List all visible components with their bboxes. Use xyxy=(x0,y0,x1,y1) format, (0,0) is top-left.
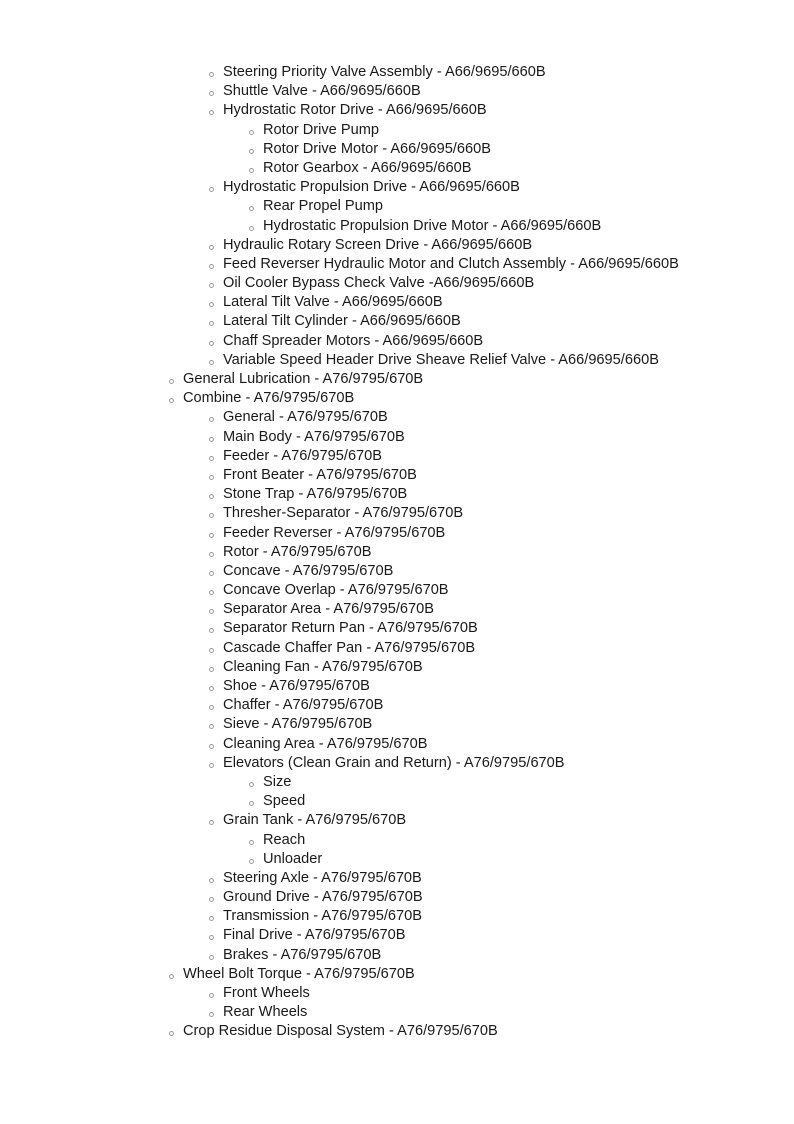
outline-item-level-2 xyxy=(0,274,794,293)
outline-item-text: Ground Drive - A76/9795/670B xyxy=(223,889,423,906)
outline-item-text: Wheel Bolt Torque - A76/9795/670B xyxy=(183,965,415,982)
hollow-bullet-icon xyxy=(209,533,214,538)
outline-item-text: Brakes - A76/9795/670B xyxy=(223,946,382,963)
hollow-bullet-icon xyxy=(249,149,254,154)
outline-item-level-1 xyxy=(0,1022,794,1041)
outline-item-text: Concave - A76/9795/670B xyxy=(223,562,394,579)
outline-item-text: Lateral Tilt Valve - A66/9695/660B xyxy=(223,294,443,311)
hollow-bullet-icon xyxy=(209,245,214,250)
outline-item-level-2 xyxy=(0,485,794,504)
outline-item-text: Chaff Spreader Motors - A66/9695/660B xyxy=(223,332,484,349)
outline-item-text: Elevators (Clean Grain and Return) - A76/9795/670B xyxy=(223,754,565,771)
outline-item-text: Stone Trap - A76/9795/670B xyxy=(223,486,408,503)
outline-item-text: General Lubrication - A76/9795/670B xyxy=(183,371,424,387)
outline-item-text: Hydraulic Rotary Screen Drive - A66/9695/660B xyxy=(223,236,533,253)
hollow-bullet-icon xyxy=(169,398,174,403)
hollow-bullet-icon xyxy=(209,935,214,940)
outline-item-text: Chaffer - A76/9795/670B xyxy=(223,697,384,714)
outline-item-text: Combine - A76/9795/670B xyxy=(183,390,355,407)
hollow-bullet-icon xyxy=(209,264,214,269)
hollow-bullet-icon xyxy=(209,993,214,998)
hollow-bullet-icon xyxy=(249,206,254,211)
outline-item-level-3 xyxy=(0,140,794,159)
outline-item-text: Rear Propel Pump xyxy=(263,198,384,215)
outline-item-level-2 xyxy=(0,984,794,1003)
hollow-bullet-icon xyxy=(249,840,254,845)
outline-item-text: Rotor Gearbox - A66/9695/660B xyxy=(263,159,472,176)
outline-item-level-2 xyxy=(0,332,794,351)
outline-item-text: Separator Return Pan - A76/9795/670B xyxy=(223,620,478,637)
hollow-bullet-icon xyxy=(209,609,214,614)
outline-item-level-2 xyxy=(0,504,794,523)
outline-item-level-2 xyxy=(0,658,794,677)
outline-item-text: Main Body - A76/9795/670B xyxy=(223,428,405,445)
outline-item-level-2 xyxy=(0,524,794,543)
hollow-bullet-icon xyxy=(209,571,214,576)
outline-item-level-2 xyxy=(0,754,794,773)
outline-item-level-2 xyxy=(0,428,794,447)
hollow-bullet-icon xyxy=(209,475,214,480)
document-outline xyxy=(0,63,794,1042)
hollow-bullet-icon xyxy=(249,130,254,135)
hollow-bullet-icon xyxy=(209,628,214,633)
outline-item-text: Cleaning Area - A76/9795/670B xyxy=(223,735,428,752)
hollow-bullet-icon xyxy=(209,494,214,499)
outline-item-level-3 xyxy=(0,121,794,140)
outline-item-level-1 xyxy=(0,965,794,984)
outline-item-text: Feeder Reverser - A76/9795/670B xyxy=(223,524,446,541)
hollow-bullet-icon xyxy=(209,878,214,883)
outline-item-text: Feed Reverser Hydraulic Motor and Clutch Assembly - A66/9695/660B xyxy=(223,255,679,272)
outline-item-text: Crop Residue Disposal System - A76/9795/670B xyxy=(183,1023,498,1040)
hollow-bullet-icon xyxy=(169,379,174,384)
outline-item-level-1 xyxy=(0,370,794,389)
outline-item-text: Steering Axle - A76/9795/670B xyxy=(223,869,422,886)
outline-item-level-2 xyxy=(0,600,794,619)
outline-item-text: Feeder - A76/9795/670B xyxy=(223,447,383,464)
hollow-bullet-icon xyxy=(209,513,214,518)
outline-item-text: Rotor Drive Motor - A66/9695/660B xyxy=(263,140,491,157)
outline-item-text: Hydrostatic Propulsion Drive - A66/9695/660B xyxy=(223,179,520,196)
outline-item-level-2 xyxy=(0,926,794,945)
outline-item-level-2 xyxy=(0,447,794,466)
outline-item-level-3 xyxy=(0,197,794,216)
outline-item-level-2 xyxy=(0,255,794,274)
outline-item-level-2 xyxy=(0,869,794,888)
outline-item-text: Hydrostatic Propulsion Drive Motor - A66/9695/660B xyxy=(263,217,602,234)
outline-item-text: Grain Tank - A76/9795/670B xyxy=(223,812,407,829)
hollow-bullet-icon xyxy=(209,648,214,653)
outline-item-level-2 xyxy=(0,735,794,754)
outline-item-text: Size xyxy=(263,773,292,790)
outline-item-text: Thresher-Separator - A76/9795/670B xyxy=(223,505,464,522)
outline-item-level-2 xyxy=(0,562,794,581)
outline-item-level-2 xyxy=(0,351,794,370)
hollow-bullet-icon xyxy=(209,91,214,96)
outline-item-level-3 xyxy=(0,792,794,811)
outline-item-text: Speed xyxy=(263,793,306,810)
hollow-bullet-icon xyxy=(209,744,214,749)
outline-item-text: Cascade Chaffer Pan - A76/9795/670B xyxy=(223,639,476,656)
outline-item-level-2 xyxy=(0,466,794,485)
hollow-bullet-icon xyxy=(249,782,254,787)
hollow-bullet-icon xyxy=(169,974,174,979)
outline-item-text: Unloader xyxy=(263,850,323,867)
outline-item-level-2 xyxy=(0,715,794,734)
outline-item-level-2 xyxy=(0,236,794,255)
hollow-bullet-icon xyxy=(209,552,214,557)
outline-item-text: Concave Overlap - A76/9795/670B xyxy=(223,582,449,599)
outline-item-level-2 xyxy=(0,408,794,427)
hollow-bullet-icon xyxy=(249,859,254,864)
hollow-bullet-icon xyxy=(209,705,214,710)
hollow-bullet-icon xyxy=(209,820,214,825)
outline-item-level-2 xyxy=(0,677,794,696)
outline-item-level-2 xyxy=(0,63,794,82)
outline-item-level-2 xyxy=(0,312,794,331)
outline-item-text: Oil Cooler Bypass Check Valve -A66/9695/660B xyxy=(223,275,535,292)
outline-item-text: Lateral Tilt Cylinder - A66/9695/660B xyxy=(223,313,461,330)
outline-item-text: Rotor Drive Pump xyxy=(263,121,379,138)
outline-item-text: Shoe - A76/9795/670B xyxy=(223,678,370,694)
hollow-bullet-icon xyxy=(209,686,214,691)
outline-item-level-2 xyxy=(0,543,794,562)
outline-item-text: Separator Area - A76/9795/670B xyxy=(223,601,434,618)
hollow-bullet-icon xyxy=(209,417,214,422)
hollow-bullet-icon xyxy=(209,283,214,288)
hollow-bullet-icon xyxy=(169,1031,174,1036)
hollow-bullet-icon xyxy=(209,590,214,595)
hollow-bullet-icon xyxy=(209,897,214,902)
outline-item-level-2 xyxy=(0,907,794,926)
hollow-bullet-icon xyxy=(209,437,214,442)
hollow-bullet-icon xyxy=(209,916,214,921)
outline-item-level-2 xyxy=(0,811,794,830)
hollow-bullet-icon xyxy=(209,321,214,326)
outline-item-level-2 xyxy=(0,101,794,120)
outline-item-text: Hydrostatic Rotor Drive - A66/9695/660B xyxy=(223,102,487,119)
hollow-bullet-icon xyxy=(249,226,254,231)
outline-item-level-3 xyxy=(0,217,794,236)
outline-item-level-2 xyxy=(0,639,794,658)
outline-item-text: Cleaning Fan - A76/9795/670B xyxy=(223,658,423,675)
hollow-bullet-icon xyxy=(209,763,214,768)
outline-item-level-2 xyxy=(0,293,794,312)
outline-item-text: Steering Priority Valve Assembly - A66/9695/660B xyxy=(223,64,546,80)
outline-item-text: Reach xyxy=(263,831,306,848)
outline-item-text: Front Beater - A76/9795/670B xyxy=(223,466,417,483)
hollow-bullet-icon xyxy=(209,110,214,115)
outline-item-text: General - A76/9795/670B xyxy=(223,409,388,426)
outline-item-level-2 xyxy=(0,1003,794,1022)
outline-item-text: Final Drive - A76/9795/670B xyxy=(223,927,406,944)
hollow-bullet-icon xyxy=(209,187,214,192)
hollow-bullet-icon xyxy=(209,667,214,672)
outline-item-text: Shuttle Valve - A66/9695/660B xyxy=(223,83,421,100)
outline-item-text: Front Wheels xyxy=(223,985,310,1001)
hollow-bullet-icon xyxy=(209,456,214,461)
hollow-bullet-icon xyxy=(209,72,214,77)
outline-item-level-3 xyxy=(0,773,794,792)
hollow-bullet-icon xyxy=(209,360,214,365)
hollow-bullet-icon xyxy=(249,168,254,173)
hollow-bullet-icon xyxy=(209,955,214,960)
hollow-bullet-icon xyxy=(209,724,214,729)
outline-item-level-2 xyxy=(0,946,794,965)
outline-item-level-3 xyxy=(0,159,794,178)
outline-item-level-2 xyxy=(0,888,794,907)
outline-item-level-2 xyxy=(0,581,794,600)
hollow-bullet-icon xyxy=(209,302,214,307)
hollow-bullet-icon xyxy=(209,1012,214,1017)
outline-item-level-3 xyxy=(0,850,794,869)
hollow-bullet-icon xyxy=(249,801,254,806)
outline-item-text: Rotor - A76/9795/670B xyxy=(223,543,372,560)
outline-item-level-2 xyxy=(0,619,794,638)
outline-item-level-2 xyxy=(0,82,794,101)
outline-item-level-2 xyxy=(0,178,794,197)
outline-item-level-1 xyxy=(0,389,794,408)
outline-item-level-3 xyxy=(0,831,794,850)
outline-item-text: Sieve - A76/9795/670B xyxy=(223,716,373,733)
outline-item-text: Rear Wheels xyxy=(223,1004,308,1021)
outline-item-text: Variable Speed Header Drive Sheave Relief Valve - A66/9695/660B xyxy=(223,351,659,368)
outline-item-level-2 xyxy=(0,696,794,715)
hollow-bullet-icon xyxy=(209,341,214,346)
outline-item-text: Transmission - A76/9795/670B xyxy=(223,908,423,925)
